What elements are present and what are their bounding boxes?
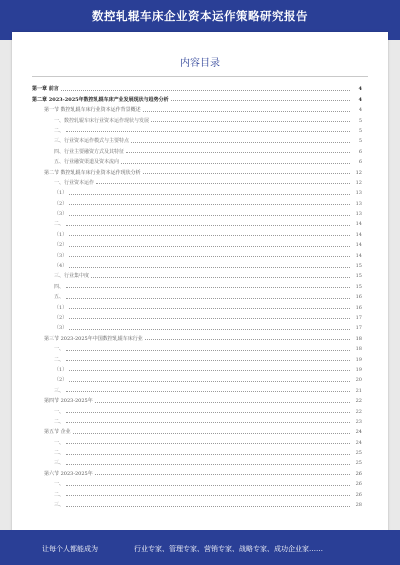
toc-entry[interactable] xyxy=(32,498,362,508)
toc-entry[interactable] xyxy=(32,487,362,497)
toc-page-number: 24 xyxy=(355,429,362,436)
toc-entry-text: 一、行业资本运作 xyxy=(54,179,95,186)
toc-entry-text: 第四节 2023-2025年 xyxy=(44,398,93,405)
toc-page-number: 24 xyxy=(355,439,362,446)
toc-page-number: 25 xyxy=(355,460,362,467)
toc-leader-dots xyxy=(95,474,350,475)
toc-page-number: 12 xyxy=(355,179,362,186)
toc-entry-text: 二、 xyxy=(54,418,65,425)
toc-entry-text: （1） xyxy=(54,231,68,238)
toc-entry-text: （3） xyxy=(54,325,68,332)
toc-entry[interactable] xyxy=(32,124,362,134)
toc-entry-text: （2） xyxy=(54,377,68,384)
toc-entry[interactable] xyxy=(32,300,362,310)
toc-entry-text: 二、 xyxy=(54,221,65,228)
toc-leader-dots xyxy=(66,350,350,351)
toc-leader-dots xyxy=(69,204,350,205)
toc-leader-dots xyxy=(66,464,350,465)
toc-entry[interactable] xyxy=(32,144,362,154)
toc-entry[interactable] xyxy=(32,342,362,352)
toc-entry[interactable] xyxy=(32,176,362,186)
toc-entry[interactable] xyxy=(32,92,362,102)
toc-leader-dots xyxy=(66,360,350,361)
toc-leader-dots xyxy=(69,318,350,319)
toc-page-number: 13 xyxy=(355,190,362,197)
toc-entry[interactable] xyxy=(32,456,362,466)
toc-entry-text: （1） xyxy=(54,304,68,311)
toc-list xyxy=(32,82,362,508)
toc-leader-dots xyxy=(66,225,350,226)
toc-page-number: 28 xyxy=(355,502,362,509)
toc-page-number: 17 xyxy=(355,314,362,321)
toc-entry-text: （1） xyxy=(54,190,68,197)
toc-page-number: 26 xyxy=(355,470,362,477)
toc-entry-text: （2） xyxy=(54,242,68,249)
toc-entry-text: 三、 xyxy=(54,460,65,467)
toc-entry[interactable] xyxy=(32,394,362,404)
toc-entry-text: （3） xyxy=(54,211,68,218)
toc-entry[interactable] xyxy=(32,435,362,445)
toc-page-number: 5 xyxy=(358,127,362,134)
toc-heading: 内容目录 xyxy=(180,58,220,69)
toc-leader-dots xyxy=(69,267,350,268)
toc-entry-text: 五、行业融资渠道及资本流向 xyxy=(54,159,120,166)
toc-leader-dots xyxy=(66,298,350,299)
toc-entry-text: 一、 xyxy=(54,481,65,488)
toc-page-number: 15 xyxy=(355,263,362,270)
toc-divider xyxy=(32,76,368,77)
toc-entry[interactable] xyxy=(32,321,362,331)
toc-leader-dots xyxy=(66,443,350,444)
toc-entry-text: 三、行业集中度 xyxy=(54,273,90,280)
footer-tagline: 行业专家、管理专家、营销专家、战略专家、成功企业家…… xyxy=(134,545,323,553)
toc-page-number: 21 xyxy=(355,387,362,394)
toc-page-number: 13 xyxy=(355,200,362,207)
toc-page-number: 15 xyxy=(355,283,362,290)
toc-leader-dots xyxy=(66,454,350,455)
toc-entry-text: 四、 xyxy=(54,283,65,290)
toc-entry-text: 一、 xyxy=(54,408,65,415)
toc-entry[interactable] xyxy=(32,363,362,373)
toc-leader-dots xyxy=(145,339,350,340)
toc-entry[interactable] xyxy=(32,279,362,289)
toc-leader-dots xyxy=(126,152,350,153)
toc-page-number: 4 xyxy=(358,96,362,103)
toc-page-number: 19 xyxy=(355,356,362,363)
toc-page-number: 5 xyxy=(358,138,362,145)
document-title: 数控轧辊车床企业资本运作策略研究报告 xyxy=(92,9,308,23)
toc-leader-dots xyxy=(69,235,350,236)
toc-entry-text: 四、行业主要融资方式及其特征 xyxy=(54,148,125,155)
toc-entry[interactable] xyxy=(32,269,362,279)
toc-page-number: 14 xyxy=(355,242,362,249)
toc-entry[interactable] xyxy=(32,466,362,476)
toc-entry-text: 二、 xyxy=(54,127,65,134)
toc-entry-text: 第二章 2023-2025年数控轧辊车床产业发展现状与趋势分析 xyxy=(32,96,169,103)
toc-page-number: 13 xyxy=(355,211,362,218)
toc-entry[interactable] xyxy=(32,248,362,258)
toc-entry-text: 第六节 2023-2025年 xyxy=(44,470,93,477)
toc-leader-dots xyxy=(66,495,350,496)
toc-entry[interactable] xyxy=(32,425,362,435)
toc-leader-dots xyxy=(143,111,350,112)
toc-entry[interactable] xyxy=(32,352,362,362)
toc-page-number: 22 xyxy=(355,398,362,405)
toc-page-number: 25 xyxy=(355,450,362,457)
toc-leader-dots xyxy=(121,163,350,164)
toc-page-number: 4 xyxy=(358,107,362,114)
toc-entry-text: 三、 xyxy=(54,387,65,394)
toc-leader-dots xyxy=(66,422,350,423)
toc-entry-text: （2） xyxy=(54,314,68,321)
toc-leader-dots xyxy=(69,194,350,195)
toc-entry-text: 第三节 2023-2025年中国数控轧辊车床行业 xyxy=(44,335,143,342)
toc-page-number: 16 xyxy=(355,304,362,311)
toc-page-number: 26 xyxy=(355,491,362,498)
toc-entry[interactable] xyxy=(32,331,362,341)
toc-entry-text: 五、 xyxy=(54,294,65,301)
toc-entry[interactable] xyxy=(32,196,362,206)
toc-leader-dots xyxy=(61,90,350,91)
toc-entry[interactable] xyxy=(32,165,362,175)
toc-entry-text: 第五节 企业 xyxy=(44,429,71,436)
toc-leader-dots xyxy=(66,391,350,392)
toc-entry[interactable] xyxy=(32,134,362,144)
toc-page-number: 18 xyxy=(355,335,362,342)
toc-entry[interactable] xyxy=(32,113,362,123)
toc-leader-dots xyxy=(131,142,350,143)
toc-entry[interactable] xyxy=(32,207,362,217)
toc-page-number: 12 xyxy=(355,169,362,176)
toc-entry[interactable] xyxy=(32,373,362,383)
toc-page-number: 14 xyxy=(355,221,362,228)
toc-leader-dots xyxy=(151,121,350,122)
toc-entry-text: 第一章 前言 xyxy=(32,86,59,93)
toc-leader-dots xyxy=(66,287,350,288)
toc-page-number: 14 xyxy=(355,231,362,238)
toc-page-number: 5 xyxy=(358,117,362,124)
toc-page-number: 22 xyxy=(355,408,362,415)
toc-leader-dots xyxy=(69,381,350,382)
toc-page-number: 16 xyxy=(355,294,362,301)
toc-entry[interactable] xyxy=(32,290,362,300)
toc-entry[interactable] xyxy=(32,259,362,269)
toc-page-number: 14 xyxy=(355,252,362,259)
toc-page-number: 20 xyxy=(355,377,362,384)
document-page xyxy=(12,32,388,532)
toc-entry-text: 一、 xyxy=(54,346,65,353)
toc-leader-dots xyxy=(69,308,350,309)
toc-page-number: 26 xyxy=(355,481,362,488)
toc-leader-dots xyxy=(69,246,350,247)
toc-page-number: 6 xyxy=(358,148,362,155)
toc-leader-dots xyxy=(69,329,350,330)
toc-entry-text: 三、行业资本运作模式与主要特点 xyxy=(54,138,130,145)
toc-leader-dots xyxy=(171,100,350,101)
toc-entry-text: （3） xyxy=(54,252,68,259)
footer-slogan: 让每个人都能成为 xyxy=(42,545,98,553)
toc-leader-dots xyxy=(95,402,350,403)
toc-entry[interactable] xyxy=(32,103,362,113)
toc-entry-text: 第二节 数控轧辊车床行业资本运作现状分析 xyxy=(44,169,141,176)
toc-leader-dots xyxy=(66,412,350,413)
toc-entry[interactable] xyxy=(32,186,362,196)
toc-entry[interactable] xyxy=(32,446,362,456)
toc-leader-dots xyxy=(66,485,350,486)
toc-entry[interactable] xyxy=(32,155,362,165)
toc-leader-dots xyxy=(69,215,350,216)
toc-entry[interactable] xyxy=(32,477,362,487)
toc-leader-dots xyxy=(69,256,350,257)
toc-leader-dots xyxy=(66,131,350,132)
toc-entry[interactable] xyxy=(32,82,362,92)
toc-page-number: 23 xyxy=(355,418,362,425)
toc-entry-text: （1） xyxy=(54,366,68,373)
toc-page-number: 19 xyxy=(355,366,362,373)
toc-page-number: 17 xyxy=(355,325,362,332)
toc-entry[interactable] xyxy=(32,227,362,237)
toc-page-number: 6 xyxy=(358,159,362,166)
toc-entry-text: 二、 xyxy=(54,356,65,363)
toc-leader-dots xyxy=(66,506,350,507)
toc-page-number: 15 xyxy=(355,273,362,280)
toc-entry-text: （4） xyxy=(54,263,68,270)
toc-entry-text: 二、 xyxy=(54,491,65,498)
toc-entry-text: 一、数控轧辊车床行业资本运作现状与发展 xyxy=(54,117,150,124)
toc-entry-text: 一、 xyxy=(54,439,65,446)
toc-entry[interactable] xyxy=(32,217,362,227)
toc-leader-dots xyxy=(96,183,350,184)
toc-page-number: 18 xyxy=(355,346,362,353)
toc-entry-text: 二、 xyxy=(54,450,65,457)
toc-entry-text: 三、 xyxy=(54,502,65,509)
toc-entry[interactable] xyxy=(32,415,362,425)
toc-page-number: 4 xyxy=(358,86,362,93)
toc-leader-dots xyxy=(143,173,350,174)
toc-entry-text: 第一节 数控轧辊车床行业资本运作背景概述 xyxy=(44,107,141,114)
toc-entry[interactable] xyxy=(32,383,362,393)
toc-entry[interactable] xyxy=(32,404,362,414)
toc-entry-text: （2） xyxy=(54,200,68,207)
toc-entry[interactable] xyxy=(32,238,362,248)
toc-leader-dots xyxy=(73,433,350,434)
toc-leader-dots xyxy=(91,277,350,278)
toc-leader-dots xyxy=(69,370,350,371)
toc-entry[interactable] xyxy=(32,311,362,321)
